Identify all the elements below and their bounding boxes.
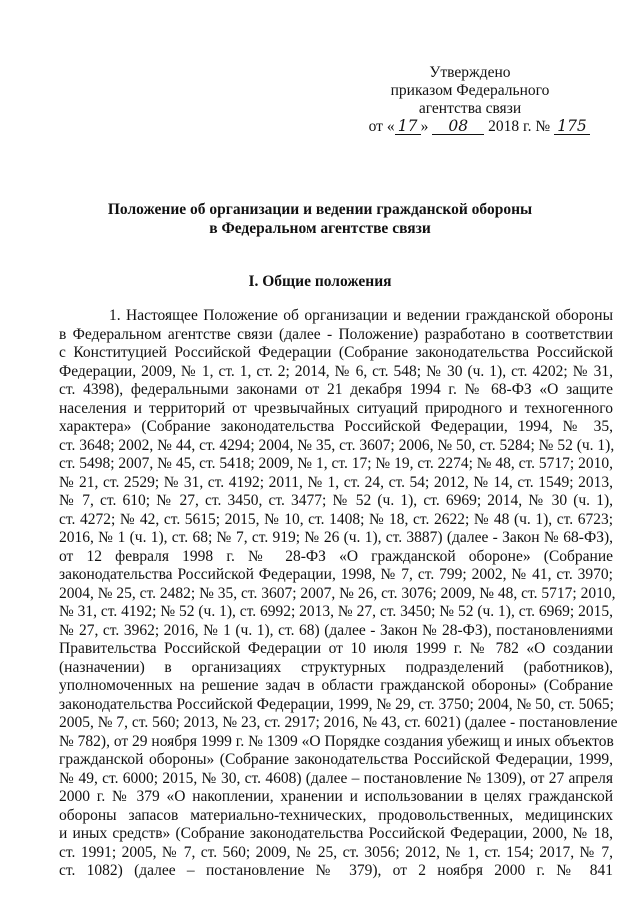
body-line: ст. 3648; 2002, № 44, ст. 4294; 2004, № 35, ст. 3607; 2006, № 50, ст. 5284; № 52 (ч. 1), [59,436,615,454]
body-line: Правительства Российской Федерации от 10 июля 1999 г. № 782 «О создании [59,640,613,657]
body-line: характера» (Собрание законодательства Российской Федерации, 1994, № 35, [59,418,613,435]
approval-date-line [330,118,590,136]
body-line: 1. Настоящее Положение об организации и ведении гражданской обороны [109,307,613,324]
date-prefix: от « [368,118,395,135]
date-mid: » [420,118,429,135]
title-line-2: в Федеральном агентстве связи [209,220,431,237]
body-line: № 7, ст. 610; № 27, ст. 3450, ст. 3477; № 52 (ч. 1), ст. 6969; 2014, № 30 (ч. 1), [59,492,613,509]
body-line: 2000 г. № 379 «О накоплении, хранении и использовании в целях гражданской [59,788,613,805]
body-line: гражданской обороны» (Собрание законодательства Российской Федерации, 1999, [59,751,613,768]
body-line: № 782), от 29 ноября 1999 г. № 1309 «О Порядке создания убежищ и иных объектов [59,732,614,750]
handwritten-day: 17 [395,119,421,135]
section-heading: I. Общие положения [248,273,392,290]
body-line: № 27, ст. 3962; 2016, № 1 (ч. 1), ст. 68) (далее - Закон № 28-ФЗ), постановлениями [59,621,613,639]
body-line: и иных средств» (Собрание законодательства Российской Федерации, 2000, № 18, [59,825,613,842]
body-line: ст. 1991; 2005, № 7, ст. 560; 2009, № 25, ст. 3056; 2012, № 1, ст. 154; 2017, № 7, [59,843,613,861]
handwritten-order-number: 175 [554,119,590,135]
body-line: законодательства Российской Федерации, 1998, № 7, ст. 799; 2002, № 41, ст. 3970; [59,566,613,583]
body-line: ст. 5498; 2007, № 45, ст. 5418; 2009, № 1, ст. 17; № 19, ст. 2274; № 48, ст. 5717; 2010, [59,455,613,472]
body-line: законодательства Российской Федерации, 1999, № 29, ст. 3750; 2004, № 50, ст. 5065; [59,695,614,713]
body-line: № 49, ст. 6000; 2015, № 30, ст. 4608) (далее – постановление № 1309), от 27 апреля [59,769,613,787]
body-line: в Федеральном агентстве связи (далее - Положение) разработано в соответствии [59,325,613,343]
body-line: 2016, № 1 (ч. 1), ст. 68; № 7, ст. 919; № 26 (ч. 1), ст. 3887) (далее - Закон № 68-ФЗ), [59,529,613,546]
date-year: 2018 г. № [488,118,551,135]
body-line: уполномоченных на решение задач в области гражданской обороны» (Собрание [59,677,613,694]
body-line: ст. 4272; № 42, ст. 5615; 2015, № 10, ст. 1408; № 18, ст. 2622; № 48 (ч. 1), ст. 6723; [59,510,613,528]
approval-line-1: Утверждено [429,64,511,81]
body-line: 2005, № 7, ст. 560; 2013, № 23, ст. 2917; 2016, № 43, ст. 6021) (далее - постановление [59,714,618,731]
body-line: ст. 4398), федеральными законами от 21 декабря 1994 г. № 68-ФЗ «О защите [59,381,613,398]
handwritten-month: 08 [432,119,484,135]
approval-line-2: приказом Федерального [390,82,550,99]
body-line: Федерации, 2009, № 1, ст. 1, ст. 2; 2014, № 6, ст. 548; № 30 (ч. 1), ст. 4202; № 31, [59,362,613,380]
body-line: № 21, ст. 2529; № 31, ст. 4192; 2011, № 1, ст. 24, ст. 54; 2012, № 14, ст. 1549; 2013, [59,473,613,491]
body-line: с Конституцией Российской Федерации (Собрание законодательства Российской [59,344,613,361]
body-line: ст. 1082) (далее – постановление № 379), от 2 ноября 2000 г. № 841 [59,862,613,879]
body-paragraph [59,307,618,881]
body-line: 2004, № 25, ст. 2482; № 35, ст. 3607; 2007, № 26, ст. 3076; 2009, № 48, ст. 5717; 2010, [59,584,616,602]
body-line: (назначении) в организациях структурных подразделений (работников), [59,658,613,676]
body-line: населения и территорий от чрезвычайных ситуаций природного и техногенного [59,399,613,417]
body-line: от 12 февраля 1998 г. № 28-ФЗ «О гражданской обороне» (Собрание [59,547,613,565]
body-line: обороны запасов материально-технических, продовольственных, медицинских [59,806,613,824]
body-line: № 31, ст. 4192; № 52 (ч. 1), ст. 6992; 2013, № 27, ст. 3450; № 52 (ч. 1), ст. 6969; 2015, [59,603,613,620]
document-title [0,200,640,238]
approval-line-3: агентства связи [418,100,522,117]
approval-block [330,64,590,136]
title-line-1: Положение об организации и ведении гражданской обороны [107,201,533,218]
